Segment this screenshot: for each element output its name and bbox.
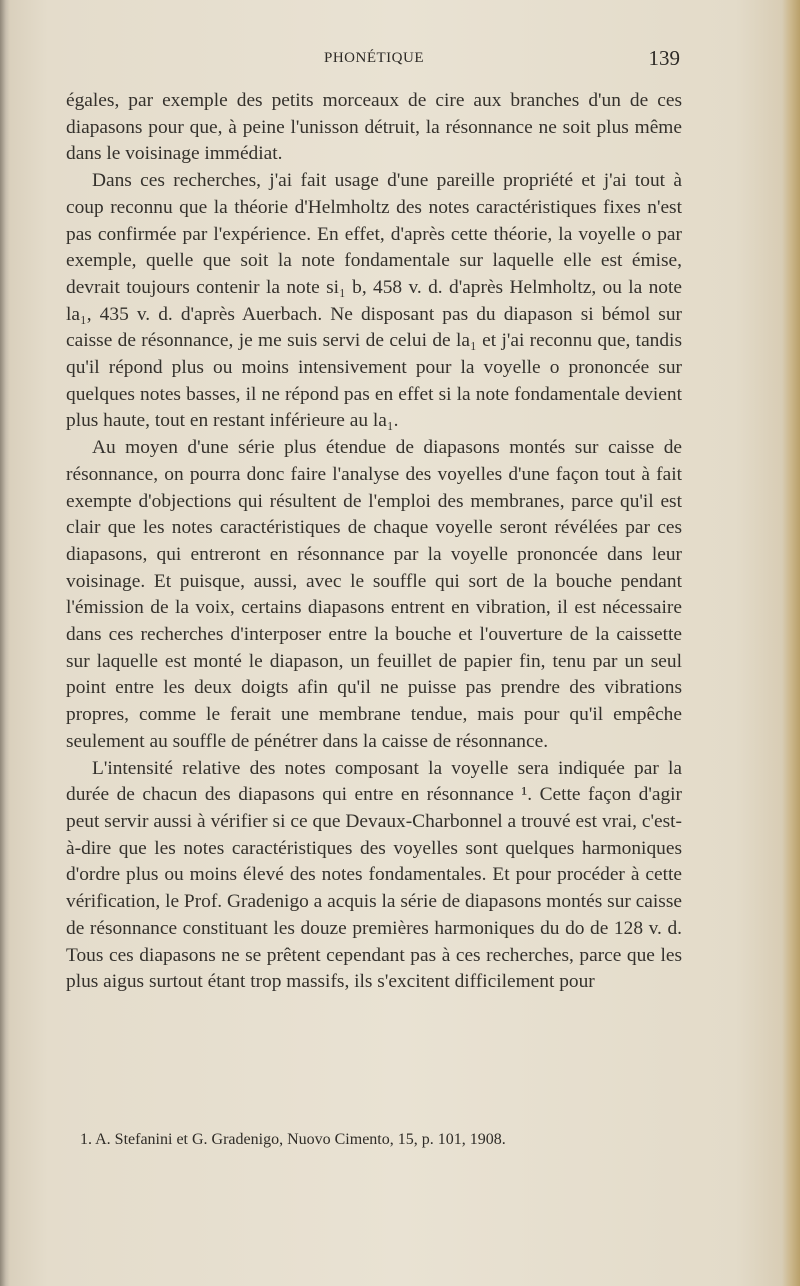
body-text — [66, 88, 682, 996]
paragraph-2: Dans ces recherches, j'ai fait usage d'une pareille propriété et j'ai tout à coup reconnu que la théorie d'Helmholtz des notes caractéristiques fixes n'est pas confirmée par l'expérience. En effet, d'après cette théorie, la voyelle o par exemple, quelle que soit la note fondamentale sur laquelle elle est émise, devrait toujours contenir la note si₁ b, 458 v. d. d'après Helmholtz, ou la note la₁, 435 v. d. d'après Auerbach. Ne disposant pas du diapason si bémol sur caisse de résonnance, je me suis servi de celui de la₁ et j'ai reconnu que, tandis qu'il répond plus ou moins intensivement pour la voyelle o prononcée sur quelques notes basses, il ne répond pas en effet si la note fondamentale devient plus haute, tout en restant inférieure au la₁. — [66, 170, 682, 432]
page-right-edge-discoloration — [782, 0, 800, 1286]
page-header — [66, 48, 682, 78]
page-left-edge-shadow — [0, 0, 10, 1286]
page-number: 139 — [648, 46, 680, 70]
paragraph-3: Au moyen d'une série plus étendue de diapasons montés sur caisse de résonnance, on pourra donc faire l'analyse des voyelles d'une façon tout à fait exempte d'objections qui résultent de l'emploi des membranes, parce qu'il est clair que les notes caractéristiques de chaque voyelle seront révélées par ces diapasons, qui entreront en résonnance par la voyelle prononcée dans leur voisinage. Et puisque, aussi, avec le souffle qui sort de la bouche pendant l'émission de la voix, certains diapasons entrent en vibration, il est nécessaire dans ces recherches d'interposer entre la bouche et l'ouverture de la caissette sur laquelle est monté le diapason, un feuillet de papier fin, tenu par un seul point entre les deux doigts afin qu'il ne puisse pas prendre des vibrations propres, comme le ferait une membrane tendue, mais pour qu'il empêche seulement au souffle de pénétrer dans la caisse de résonnance. — [66, 437, 682, 752]
running-title: PHONÉTIQUE — [324, 50, 424, 66]
paragraph-1: égales, par exemple des petits morceaux de cire aux branches d'un de ces diapasons pour que, à peine l'unisson détruit, la résonnance ne soit plus même dans le voisinage immédiat. — [66, 90, 682, 165]
footnote: 1. A. Stefanini et G. Gradenigo, Nuovo Cimento, 15, p. 101, 1908. — [80, 1131, 506, 1148]
paragraph-4: L'intensité relative des notes composant la voyelle sera indiquée par la durée de chacun des diapasons qui entre en résonnance ¹. Cette façon d'agir peut servir aussi à vérifier si ce que Devaux-Charbonnel a trouvé est vrai, c'est-à-dire que les notes caractéristiques des voyelles sont quelques harmoniques d'ordre plus ou moins élevé des notes fondamentales. Et pour procéder à cette vérification, le Prof. Gradenigo a acquis la série de diapasons montés sur caisse de résonnance constituant les douze premières harmoniques du do de 128 v. d. Tous ces diapasons ne se prêtent cependant pas à ces recherches, parce que les plus aigus surtout étant trop massifs, ils s'excitent difficilement pour — [66, 757, 682, 993]
